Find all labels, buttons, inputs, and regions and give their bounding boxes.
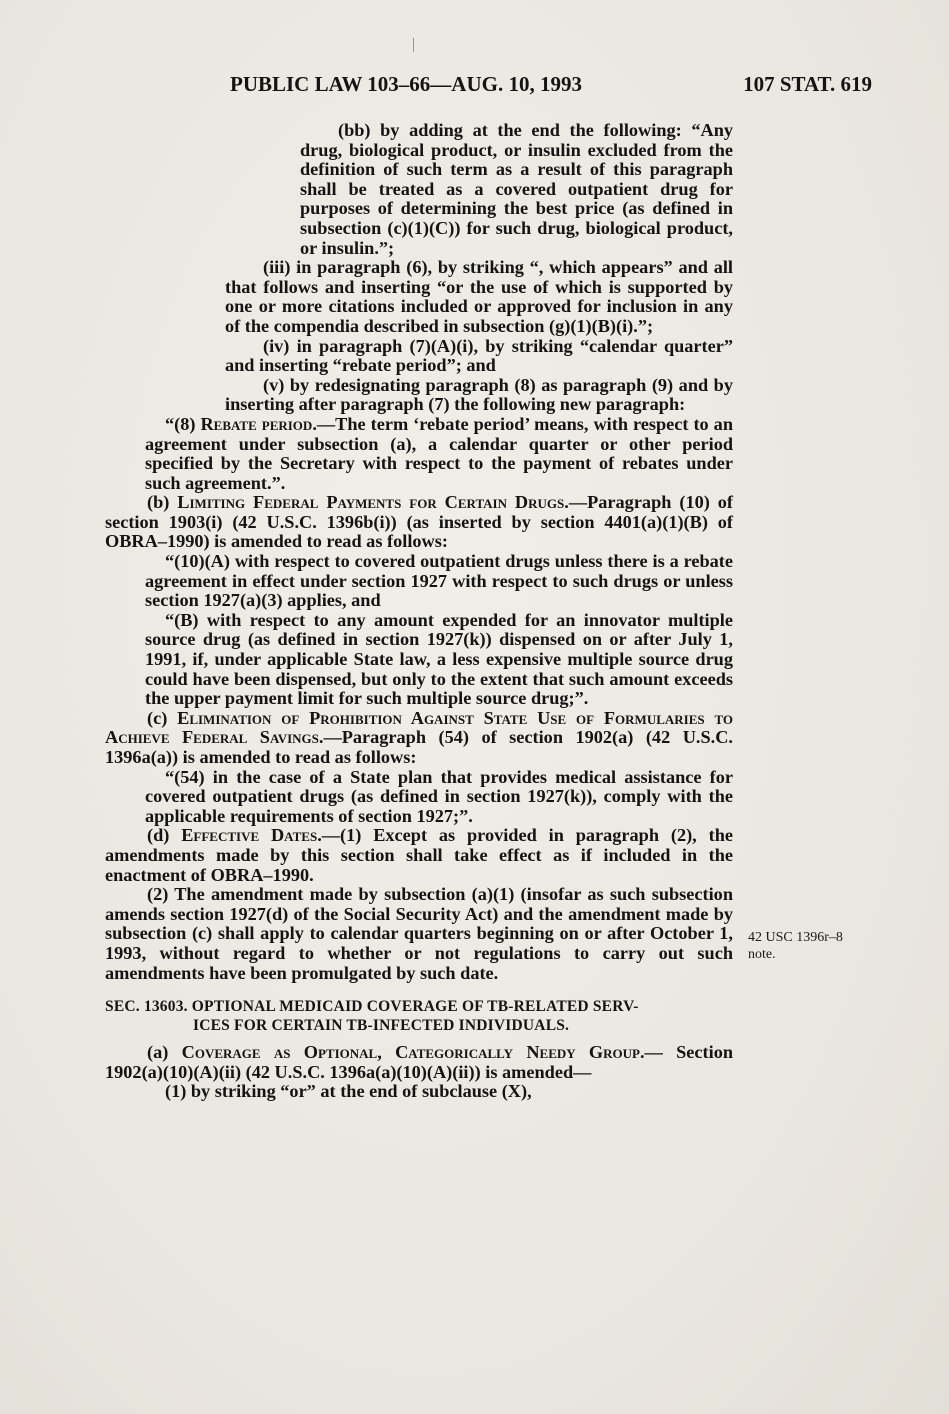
section-heading-line1: SEC. 13603. OPTIONAL MEDICAID COVERAGE OF TB-RELATED SERV-	[105, 998, 639, 1016]
subsection-c-heading: Elimination of Prohibition Against State Use of Formularies to Achieve Federal Savings	[105, 707, 733, 748]
margin-note-citation: 42 USC 1396r–8	[748, 930, 843, 945]
paragraph-iv: (iv) in paragraph (7)(A)(i), by striking “calendar quarter” and inserting “rebate period”; and	[225, 335, 733, 376]
subsection-a-lead: (a)	[147, 1042, 182, 1063]
subsection-b-text: .—Paragraph (10) of section 1903(i) (42 U.S.C. 1396b(i)) (as inserted by section 4401(a)(1)(B) of OBRA–1990) is amended to read as follows:	[105, 492, 733, 552]
rebate-period-text: .—The term ‘rebate period’ means, with respect to an agreement under subsection (a), a calendar quarter or other period specified by the Secretary with respect to the payment of rebates under such agreement.”.	[145, 413, 733, 493]
paragraph-iii: (iii) in paragraph (6), by striking “, which appears” and all that follows and inserting “or the use of which is supported by one or more citations included or approved for inclusion in any of the compendia described in subsection (g)(1)(B)(i).”;	[225, 257, 733, 336]
subsection-c	[105, 709, 733, 768]
paragraph-10b: “(B) with respect to any amount expended for an innovator multiple source drug (as defined in section 1927(k)) dispensed on or after July 1, 1991, if, under applicable State law, a less expensive multiple source drug could have been dispensed, but only to the extent that such amount exceeds the upper payment limit for such multiple source drug;”.	[145, 609, 733, 709]
paragraph-bb: (bb) by adding at the end the following: “Any drug, biological product, or insulin excluded from the definition of such term as a result of this paragraph shall be treated as a covered outpatient drug for purposes of determining the best price (as defined in subsection (c)(1)(C)) for such drug, biological product, or insulin.”;	[300, 120, 733, 258]
rebate-period-heading: Rebate period	[200, 413, 313, 434]
running-header	[230, 72, 872, 102]
subsection-b-lead: (b)	[147, 492, 178, 513]
subsection-c-text: .—Paragraph (54) of section 1902(a) (42 U.S.C. 1396a(a)) is amended to read as follows:	[105, 727, 733, 767]
subsection-a-text: .— Section 1902(a)(10)(A)(ii) (42 U.S.C. 1396a(a)(10)(A)(ii)) is amended—	[105, 1042, 733, 1082]
header-stat-page: 107 STAT. 619	[743, 72, 872, 96]
margin-note	[748, 929, 888, 963]
section-heading	[105, 997, 733, 1035]
paragraph-rebate-period	[105, 415, 733, 493]
rebate-period-lead: “(8)	[165, 413, 201, 434]
scan-mark	[413, 38, 414, 52]
header-law-citation: PUBLIC LAW 103–66—AUG. 10, 1993	[230, 72, 582, 96]
subsection-a	[105, 1043, 733, 1082]
paragraph-10a: “(10)(A) with respect to covered outpatient drugs unless there is a rebate agreement in effect under section 1927 with respect to such drugs or unless section 1927(a)(3) applies, and	[145, 551, 733, 611]
subsection-a-heading: Coverage as Optional, Categorically Needy Group	[181, 1042, 640, 1063]
section-heading-line2: ICES FOR CERTAIN TB-INFECTED INDIVIDUALS.	[193, 1017, 570, 1035]
subsection-d-2: (2) The amendment made by subsection (a)(1) (insofar as such subsection amends section 1927(d) of the Social Security Act) and the amendment made by subsection (c) shall apply to calendar quarters beginning on or after October 1, 1993, without regard to whether or not regulations to carry out such amendments have been promulgated by such date.	[105, 884, 733, 983]
subsection-d-lead: (d)	[147, 825, 182, 846]
subsection-d	[105, 826, 733, 885]
subsection-c-lead: (c)	[147, 707, 178, 728]
subsection-b-heading: Limiting Federal Payments for Certain Drugs	[177, 492, 565, 513]
subsection-d-heading: Effective Dates	[181, 825, 318, 846]
subsection-b	[105, 493, 733, 552]
paragraph-54: “(54) in the case of a State plan that provides medical assistance for covered outpatient drugs (as defined in section 1927(k)), comply with the applicable requirements of section 1927;”.	[145, 766, 733, 826]
paragraph-v: (v) by redesignating paragraph (8) as paragraph (9) and by inserting after paragraph (7) the following new paragraph:	[225, 374, 733, 415]
subsection-d-text: .—(1) Except as provided in paragraph (2), the amendments made by this section shall take effect as if included in the enactment of OBRA–1990.	[105, 825, 733, 885]
margin-note-label: note.	[748, 947, 776, 962]
document-body	[105, 121, 733, 1102]
paragraph-a1: (1) by striking “or” at the end of subclause (X),	[165, 1081, 532, 1102]
